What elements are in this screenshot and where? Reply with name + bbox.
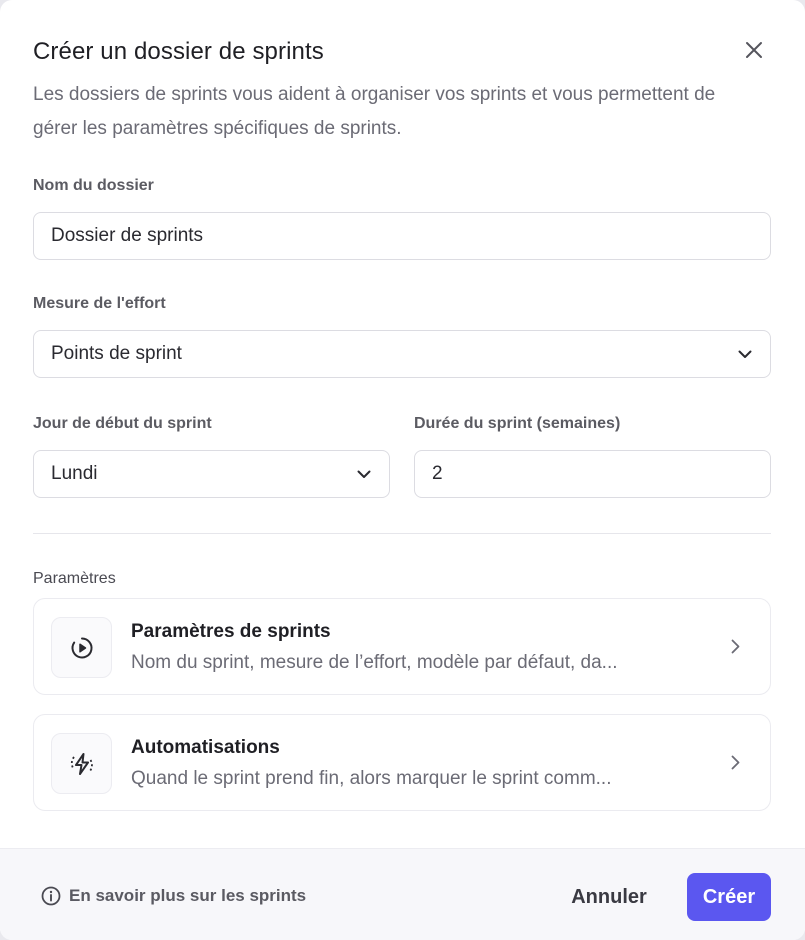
close-icon xyxy=(745,41,763,59)
card-title: Paramètres de sprints xyxy=(131,621,331,642)
automation-bolt-icon xyxy=(51,733,112,794)
create-button[interactable]: Créer xyxy=(687,873,771,921)
chevron-down-icon xyxy=(738,347,752,361)
folder-name-input[interactable] xyxy=(51,225,753,247)
info-icon xyxy=(41,886,61,906)
dialog-title: Créer un dossier de sprints xyxy=(33,38,324,65)
close-button[interactable] xyxy=(740,36,768,64)
card-title: Automatisations xyxy=(131,737,280,758)
play-circle-icon xyxy=(51,617,112,678)
effort-measure-label: Mesure de l'effort xyxy=(33,295,166,312)
duration-input[interactable] xyxy=(432,463,753,485)
dialog-footer xyxy=(0,848,805,940)
card-description: Quand le sprint prend fin, alors marquer le sprint comm... xyxy=(131,768,612,789)
duration-label: Durée du sprint (semaines) xyxy=(414,415,621,432)
duration-field[interactable] xyxy=(414,450,771,498)
dialog-subtitle: Les dossiers de sprints vous aident à organiser vos sprints et vous permettent de gérer les paramètres spécifiques de sprints. xyxy=(33,84,716,139)
learn-more-label: En savoir plus sur les sprints xyxy=(69,886,307,905)
sprint-settings-card[interactable] xyxy=(33,598,771,695)
card-description: Nom du sprint, mesure de l’effort, modèle par défaut, da... xyxy=(131,652,618,673)
start-day-label: Jour de début du sprint xyxy=(33,415,212,432)
chevron-down-icon xyxy=(357,467,371,481)
cancel-button[interactable]: Annuler xyxy=(571,885,647,908)
effort-measure-value: Points de sprint xyxy=(51,343,182,364)
effort-measure-select[interactable] xyxy=(33,330,771,378)
folder-name-field[interactable] xyxy=(33,212,771,260)
chevron-right-icon xyxy=(728,755,742,771)
chevron-right-icon xyxy=(728,639,742,655)
learn-more-link[interactable] xyxy=(41,886,306,906)
folder-name-label: Nom du dossier xyxy=(33,177,154,194)
divider xyxy=(33,533,771,534)
settings-section-label: Paramètres xyxy=(33,570,116,587)
start-day-select[interactable] xyxy=(33,450,390,498)
start-day-value: Lundi xyxy=(51,463,98,484)
automations-card[interactable] xyxy=(33,714,771,811)
